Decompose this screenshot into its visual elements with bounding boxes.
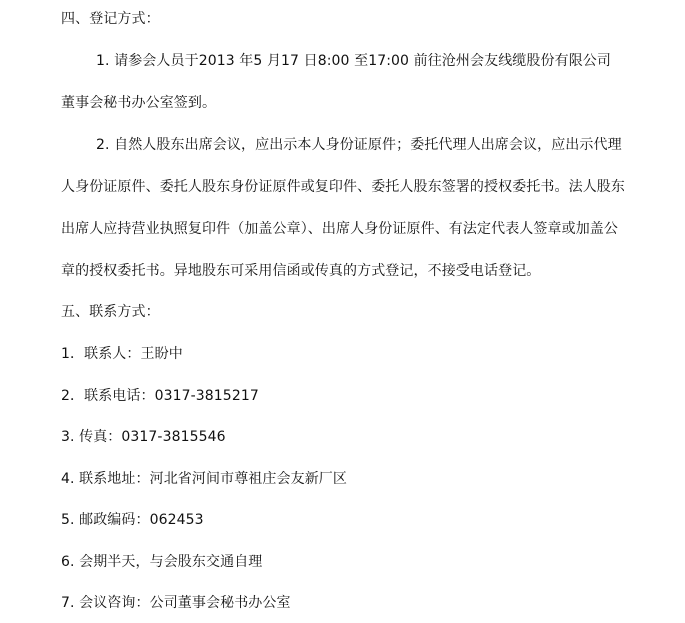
item-2-line-3: 出席人应持营业执照复印件（加盖公章）、出席人身份证原件、有法定代表人签章或加盖公 (61, 221, 618, 237)
contact-line: 2．联系电话：0317-3815217 (61, 388, 259, 404)
item-2-line-4: 章的授权委托书。异地股东可采用信函或传真的方式登记，不接受电话登记。 (61, 263, 541, 279)
contact-line: 5. 邮政编码：062453 (61, 512, 204, 528)
item-2-line-2: 人身份证原件、委托人股东身份证原件或复印件、委托人股东签署的授权委托书。法人股东 (61, 179, 625, 195)
item-1-line-2: 董事会秘书办公室签到。 (61, 95, 217, 111)
section-4-heading: 四、登记方式： (61, 11, 160, 27)
contact-line: 7. 会议咨询：公司董事会秘书办公室 (61, 595, 291, 611)
item-1-line-1: 1. 请参会人员于2013 年5 月17 日8:00 至17:00 前往沧州会友线缆股份有限公司 (96, 53, 611, 69)
contact-line: 3. 传真：0317-3815546 (61, 429, 226, 445)
contact-line: 1．联系人：王盼中 (61, 346, 183, 362)
section-5-heading: 五、联系方式： (61, 304, 160, 320)
item-2-line-1: 2. 自然人股东出席会议，应出示本人身份证原件；委托代理人出席会议，应出示代理 (96, 137, 622, 153)
contact-line: 6. 会期半天，与会股东交通自理 (61, 554, 263, 570)
contact-line: 4. 联系地址：河北省河间市尊祖庄会友新厂区 (61, 471, 348, 487)
